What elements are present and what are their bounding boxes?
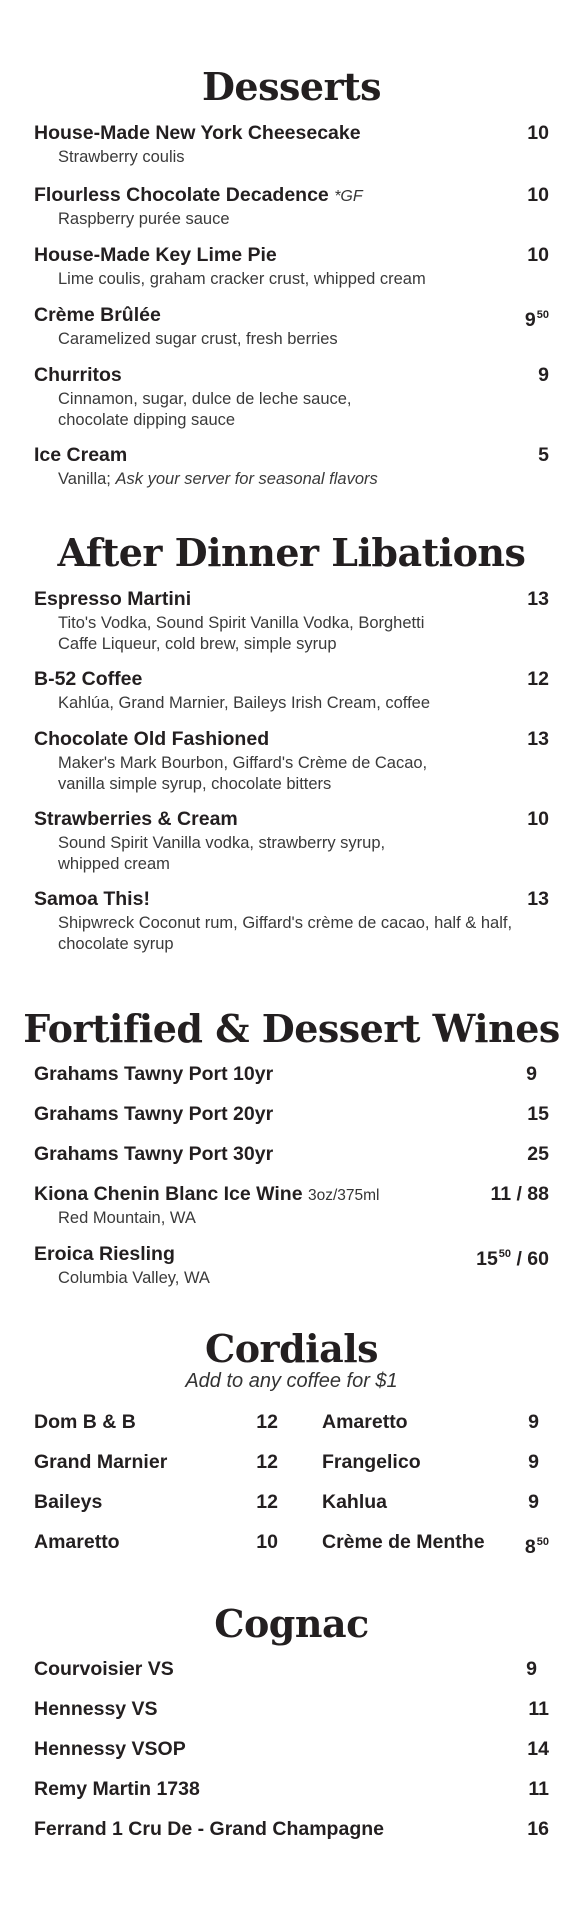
menu-item — [34, 441, 549, 490]
item-description: Columbia Valley, WA — [58, 1269, 210, 1287]
item-name: Flourless Chocolate Decadence *GF — [34, 184, 363, 206]
item-name: Courvoisier VS — [34, 1658, 174, 1680]
item-price: 11 — [528, 1698, 549, 1720]
menu-item — [34, 361, 549, 431]
item-description: Vanilla; Ask your server for seasonal flavors — [58, 470, 378, 488]
item-name: Hennessy VSOP — [34, 1738, 186, 1760]
item-size: 3oz/375ml — [307, 1187, 380, 1204]
item-price: 15 — [527, 1103, 549, 1125]
item-price: 9 — [528, 1491, 539, 1513]
menu-item — [34, 119, 549, 168]
item-price: 13 — [527, 588, 549, 610]
item-price: 14 — [527, 1738, 549, 1760]
item-price: 9 — [528, 1411, 539, 1433]
section-title-libations: After Dinner Libations — [57, 530, 526, 575]
item-description: Caramelized sugar crust, fresh berries — [58, 330, 338, 348]
menu-item — [34, 1060, 549, 1088]
item-name: Hennessy VS — [34, 1698, 158, 1720]
item-price: 13 — [527, 728, 549, 750]
item-price: 12 — [256, 1451, 278, 1473]
item-price: 9 — [526, 1063, 537, 1085]
cordials-subtitle: Add to any coffee for $1 — [185, 1370, 398, 1392]
item-description: Red Mountain, WA — [58, 1209, 196, 1227]
menu-item — [34, 1695, 549, 1723]
item-name: House-Made Key Lime Pie — [34, 244, 277, 266]
item-name: House-Made New York Cheesecake — [34, 122, 361, 144]
item-price: $8^{50}$ — [524, 1536, 549, 1558]
menu-item — [34, 1180, 549, 1229]
menu-item — [34, 181, 549, 230]
item-name: Grahams Tawny Port 30yr — [34, 1143, 274, 1165]
item-name: Amaretto — [34, 1531, 120, 1553]
item-name: Grahams Tawny Port 10yr — [34, 1063, 274, 1085]
list-item — [34, 1448, 278, 1488]
menu-item — [34, 1655, 549, 1683]
menu-item — [34, 585, 549, 655]
menu-item — [34, 1735, 549, 1763]
item-price: 16 — [527, 1818, 549, 1840]
item-price: 12 — [256, 1491, 278, 1513]
item-name: Grahams Tawny Port 20yr — [34, 1103, 274, 1125]
item-price: 11 / 88 — [490, 1183, 549, 1205]
section-title-desserts: Desserts — [201, 64, 382, 109]
section-title-cognac: Cognac — [214, 1601, 369, 1646]
item-price: 25 — [527, 1143, 549, 1165]
item-name: Baileys — [34, 1491, 103, 1513]
item-name: Samoa This! — [34, 888, 150, 910]
menu-item — [34, 885, 549, 955]
list-item — [34, 1408, 278, 1448]
item-price: 5 — [538, 444, 549, 466]
cordials-left-column — [34, 1408, 278, 1568]
item-price: 12 — [256, 1411, 278, 1433]
item-price: 10 — [527, 122, 549, 144]
cordials-right-column — [322, 1408, 549, 1568]
item-name: Dom B & B — [34, 1411, 136, 1433]
menu-item — [34, 1100, 549, 1128]
item-name: Remy Martin 1738 — [34, 1778, 200, 1800]
item-name: Crème Brûlée — [34, 304, 161, 326]
list-item — [322, 1488, 549, 1528]
item-description: Raspberry purée sauce — [58, 210, 230, 228]
item-description: Strawberry coulis — [58, 148, 185, 166]
list-item — [322, 1448, 549, 1488]
item-price: 9 — [528, 1451, 539, 1473]
item-price: $15^{50} / 60$ — [476, 1248, 549, 1270]
item-price: 10 — [527, 808, 549, 830]
menu-item — [34, 1815, 549, 1843]
item-price: 10 — [527, 244, 549, 266]
gluten-free-note: *GF — [334, 188, 363, 205]
item-price: 10 — [527, 184, 549, 206]
list-item — [322, 1408, 549, 1448]
item-description: Kahlúa, Grand Marnier, Baileys Irish Cream, coffee — [58, 694, 431, 712]
item-name: Ice Cream — [34, 444, 128, 466]
item-description: Lime coulis, graham cracker crust, whipped cream — [58, 270, 426, 288]
menu-item — [34, 1140, 549, 1168]
item-price: 10 — [256, 1531, 278, 1553]
menu-item — [34, 1240, 549, 1289]
item-name: Espresso Martini — [34, 588, 192, 610]
menu-item — [34, 725, 549, 795]
item-name: Grand Marnier — [34, 1451, 168, 1473]
item-name: Chocolate Old Fashioned — [34, 728, 270, 750]
item-name: Frangelico — [322, 1451, 421, 1473]
item-name: Crème de Menthe — [322, 1531, 485, 1553]
menu-item — [34, 301, 549, 350]
item-name: Churritos — [34, 364, 122, 386]
item-price: $9^{50}$ — [524, 309, 549, 331]
section-title-wines: Fortified & Dessert Wines — [23, 1006, 560, 1051]
item-description: Sound Spirit Vanilla vodka, strawberry syrup, whipped cream — [58, 834, 386, 873]
item-description: Shipwreck Coconut rum, Giffard's crème de cacao, half & half, chocolate syrup — [58, 914, 513, 953]
menu-item — [34, 1775, 549, 1803]
item-name: Strawberries & Cream — [34, 808, 238, 830]
item-name: Kahlua — [322, 1491, 388, 1513]
menu-item — [34, 805, 549, 875]
item-description: Tito's Vodka, Sound Spirit Vanilla Vodka, Borghetti Caffe Liqueur, cold brew, simple syrup — [58, 614, 425, 653]
list-item — [34, 1488, 278, 1528]
item-price: 9 — [538, 364, 549, 386]
item-description: Maker's Mark Bourbon, Giffard's Crème de Cacao, vanilla simple syrup, chocolate bitters — [58, 754, 428, 793]
item-price: 13 — [527, 888, 549, 910]
item-description: Cinnamon, sugar, dulce de leche sauce, chocolate dipping sauce — [58, 390, 352, 429]
item-name: B-52 Coffee — [34, 668, 143, 690]
section-title-cordials: Cordials — [204, 1326, 379, 1371]
item-price: 12 — [527, 668, 549, 690]
menu-item — [34, 241, 549, 290]
item-name: Kiona Chenin Blanc Ice Wine 3oz/375ml — [34, 1183, 380, 1205]
item-name: Eroica Riesling — [34, 1243, 175, 1265]
item-name: Amaretto — [322, 1411, 408, 1433]
list-item — [34, 1528, 278, 1568]
item-price: 11 — [528, 1778, 549, 1800]
menu-item — [34, 665, 549, 714]
item-name: Ferrand 1 Cru De - Grand Champagne — [34, 1818, 384, 1840]
item-price: 9 — [526, 1658, 537, 1680]
list-item — [322, 1528, 549, 1568]
